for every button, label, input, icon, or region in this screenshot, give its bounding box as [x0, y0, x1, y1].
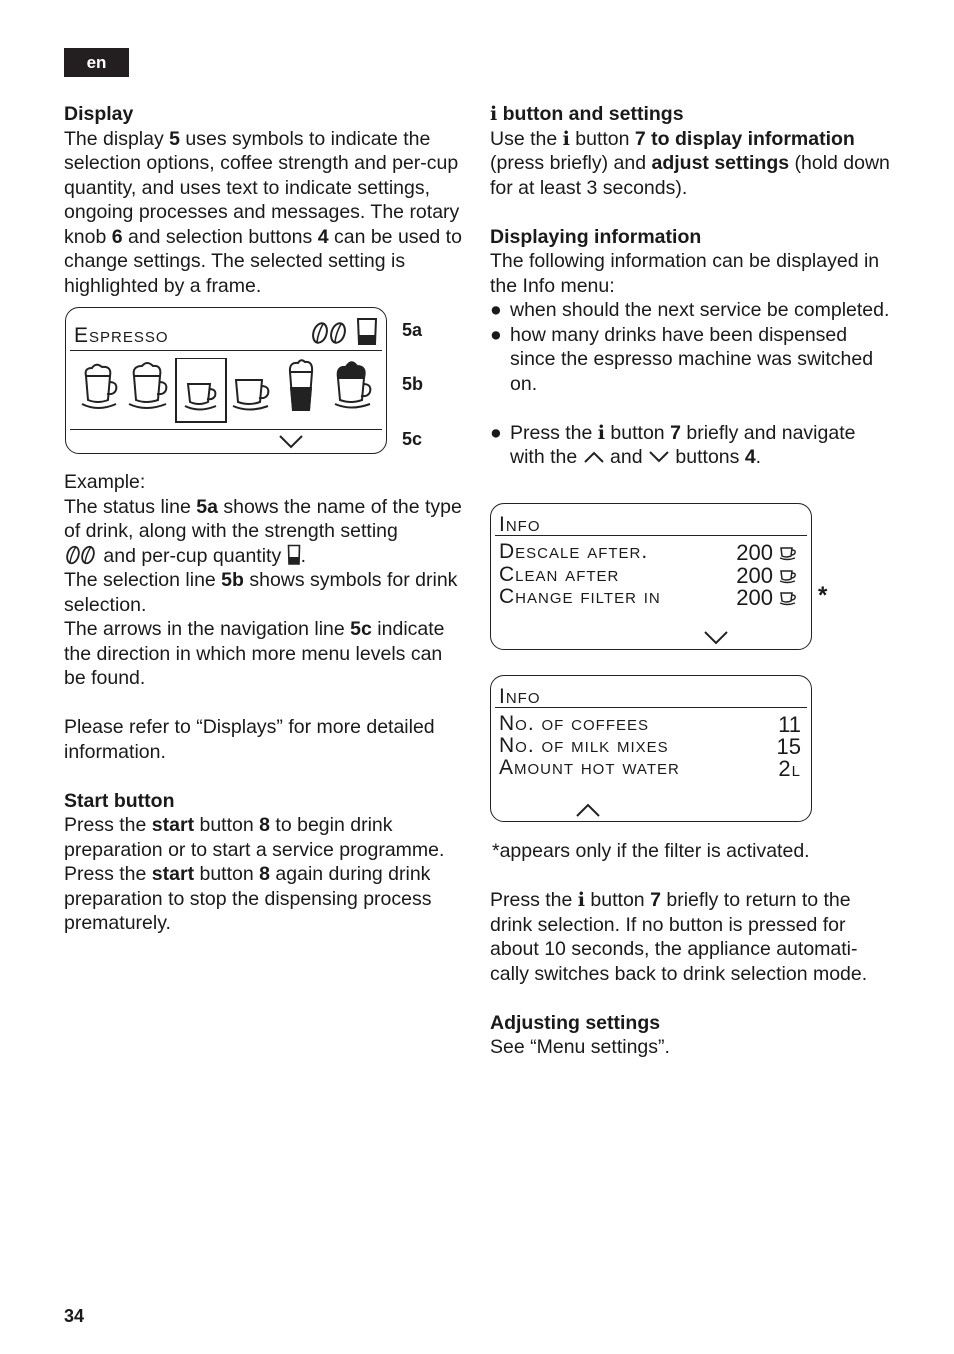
adjusting-settings-text: See “Menu settings”. — [490, 1036, 670, 1058]
adjusting-settings-heading: Adjusting settings — [490, 1011, 661, 1034]
info-screen-counters — [490, 675, 812, 822]
latte-macchiato-icon — [129, 363, 166, 408]
strength-beans-icon — [310, 320, 350, 346]
display-paragraph: The display 5 uses symbols to indicate the selection options, coffee strength and per-cup quantity, and uses text to indicate settings, ongoing processes and messages. The rotary knob 6 and selection buttons 4 can be used to change settings. The selected setting is highlighted by a frame. — [64, 127, 462, 297]
status-line-text: Espresso — [74, 324, 169, 347]
footnote: *appears only if the filter is activated. — [492, 840, 810, 862]
i-button-heading: i button and settings — [490, 103, 684, 125]
right-column-lower — [490, 839, 890, 1060]
start-paragraph-1: Press the start button 8 to begin drink preparation or to start a service programme. — [64, 814, 445, 861]
chevron-down-icon — [278, 434, 304, 450]
info-screen-title: Info — [499, 513, 541, 536]
label-5b: 5b — [402, 374, 424, 394]
left-column-lower — [64, 470, 469, 936]
chevron-down-icon — [648, 450, 670, 464]
info-icon: i — [490, 103, 498, 125]
chevron-up-icon — [575, 802, 601, 818]
espresso-icon — [185, 384, 216, 410]
language-tab: en — [64, 48, 129, 77]
label-5a: 5a — [402, 320, 423, 340]
chevron-down-icon — [703, 630, 729, 646]
info-screen-title: Info — [499, 685, 541, 708]
example-status-line: The status line 5a shows the name of the type of drink, along with the strength setting and per-cup quantity . — [64, 495, 462, 567]
refer-displays-text: Please refer to “Displays” for more detailed information. — [64, 716, 435, 763]
milk-glass-icon — [290, 360, 312, 410]
status-line-divider — [70, 350, 382, 351]
chevron-up-icon — [583, 450, 605, 464]
page-number: 34 — [64, 1306, 85, 1326]
info-screen-service — [490, 503, 812, 650]
coffee-icon — [233, 380, 268, 410]
cup-quantity-icon — [356, 317, 378, 347]
counter-row: Amount hot water 2l — [499, 756, 801, 781]
milk-foam-cup-icon — [335, 362, 370, 407]
info-row: Clean after 200 — [499, 563, 803, 586]
start-paragraph-2: Press the start button 8 again during drink preparation to stop the dispensing process prematurely. — [64, 863, 432, 934]
start-button-heading: Start button — [64, 789, 175, 812]
info-row: Change filter in 200 — [499, 585, 803, 608]
display-heading: Display — [64, 103, 134, 125]
example-navigation-line: The arrows in the navigation line 5c indicate the direction in which more menu levels can be found. — [64, 618, 445, 689]
displaying-info-paragraph: The following information can be displayed in the Info menu: — [490, 250, 880, 297]
strength-beans-inline-icon — [64, 545, 98, 565]
drink-selection-icons — [78, 358, 378, 428]
left-column — [64, 102, 469, 298]
example-label: Example: — [64, 471, 146, 493]
right-column — [490, 102, 890, 470]
counter-row: No. of milk mixes 15 — [499, 734, 801, 759]
cup-small-icon — [779, 545, 797, 561]
cup-quantity-inline-icon — [287, 544, 301, 566]
example-selection-line: The selection line 5b shows symbols for drink selection. — [64, 569, 458, 616]
displaying-info-heading: Displaying information — [490, 225, 702, 248]
info-row: Descale after. 200 — [499, 540, 803, 563]
return-paragraph: Press the i button 7 briefly to return to the drink selection. If no button is pressed for about 10 seconds, the appliance automatically switches back to drink selection mode. — [490, 889, 868, 985]
selection-frame — [176, 358, 226, 422]
asterisk-marker: * — [818, 582, 828, 609]
label-5c: 5c — [402, 429, 423, 449]
bullet-item: ● how many drinks have been dispensed since the espresso machine was switched on. — [490, 323, 874, 395]
cup-small-icon — [779, 590, 797, 606]
title-divider — [495, 707, 807, 708]
bullet-item: ● when should the next service be completed. — [490, 299, 890, 321]
cappuccino-icon — [82, 365, 116, 408]
press-i-bullet: ● Press the i button 7 briefly and navigate with the and buttons 4. — [490, 421, 856, 468]
navigation-line-divider — [70, 429, 382, 430]
counter-row: No. of coffees 11 — [499, 712, 801, 737]
display-example-screen — [65, 307, 387, 454]
i-button-paragraph: Use the i button 7 to display information (press briefly) and adjust settings (hold down for at least 3 seconds). — [490, 127, 890, 199]
cup-small-icon — [779, 568, 797, 584]
title-divider — [495, 535, 807, 536]
